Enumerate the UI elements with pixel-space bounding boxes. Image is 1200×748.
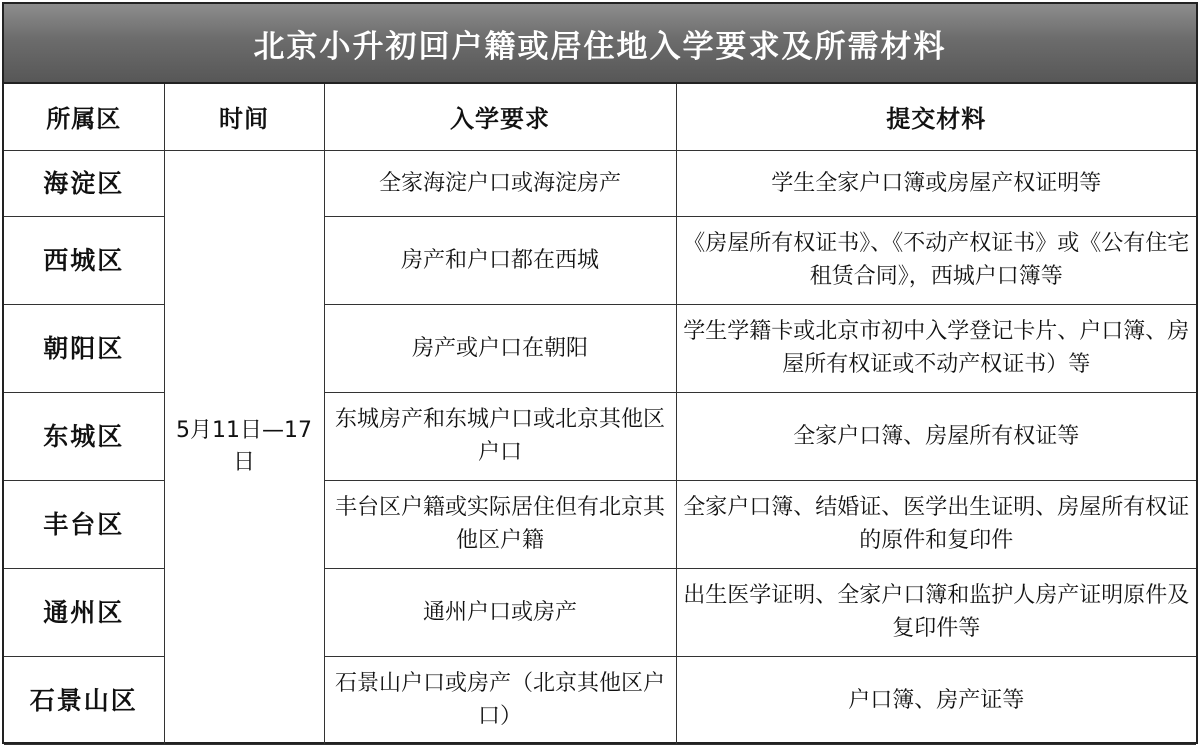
time-cell: 5月11日—17日	[164, 150, 324, 744]
district-cell: 东城区	[4, 392, 164, 480]
header-materials: 提交材料	[676, 84, 1196, 150]
requirement-cell: 通州户口或房产	[324, 568, 676, 656]
header-requirement: 入学要求	[324, 84, 676, 150]
header-time: 时间	[164, 84, 324, 150]
requirement-cell: 全家海淀户口或海淀房产	[324, 150, 676, 216]
materials-cell: 全家户口簿、房屋所有权证等	[676, 392, 1196, 480]
document	[2, 2, 1198, 744]
requirement-cell: 房产和户口都在西城	[324, 216, 676, 304]
requirement-cell: 丰台区户籍或实际居住但有北京其他区户籍	[324, 480, 676, 568]
requirement-cell: 石景山户口或房产（北京其他区户口）	[324, 656, 676, 744]
materials-cell: 学生学籍卡或北京市初中入学登记卡片、户口簿、房屋所有权证或不动产权证书）等	[676, 304, 1196, 392]
header-row	[4, 84, 1196, 150]
district-cell: 丰台区	[4, 480, 164, 568]
materials-cell: 户口簿、房产证等	[676, 656, 1196, 744]
district-cell: 海淀区	[4, 150, 164, 216]
materials-cell: 出生医学证明、全家户口簿和监护人房产证明原件及复印件等	[676, 568, 1196, 656]
admission-table	[4, 84, 1196, 745]
district-cell: 石景山区	[4, 656, 164, 744]
materials-cell: 全家户口簿、结婚证、医学出生证明、房屋所有权证的原件和复印件	[676, 480, 1196, 568]
materials-cell: 《房屋所有权证书》、《不动产权证书》或《公有住宅租赁合同》，西城户口簿等	[676, 216, 1196, 304]
header-district: 所属区	[4, 84, 164, 150]
page-title: 北京小升初回户籍或居住地入学要求及所需材料	[4, 4, 1196, 84]
requirement-cell: 东城房产和东城户口或北京其他区户口	[324, 392, 676, 480]
materials-cell: 学生全家户口簿或房屋产权证明等	[676, 150, 1196, 216]
requirement-cell: 房产或户口在朝阳	[324, 304, 676, 392]
district-cell: 朝阳区	[4, 304, 164, 392]
district-cell: 通州区	[4, 568, 164, 656]
district-cell: 西城区	[4, 216, 164, 304]
table-row	[4, 150, 1196, 216]
